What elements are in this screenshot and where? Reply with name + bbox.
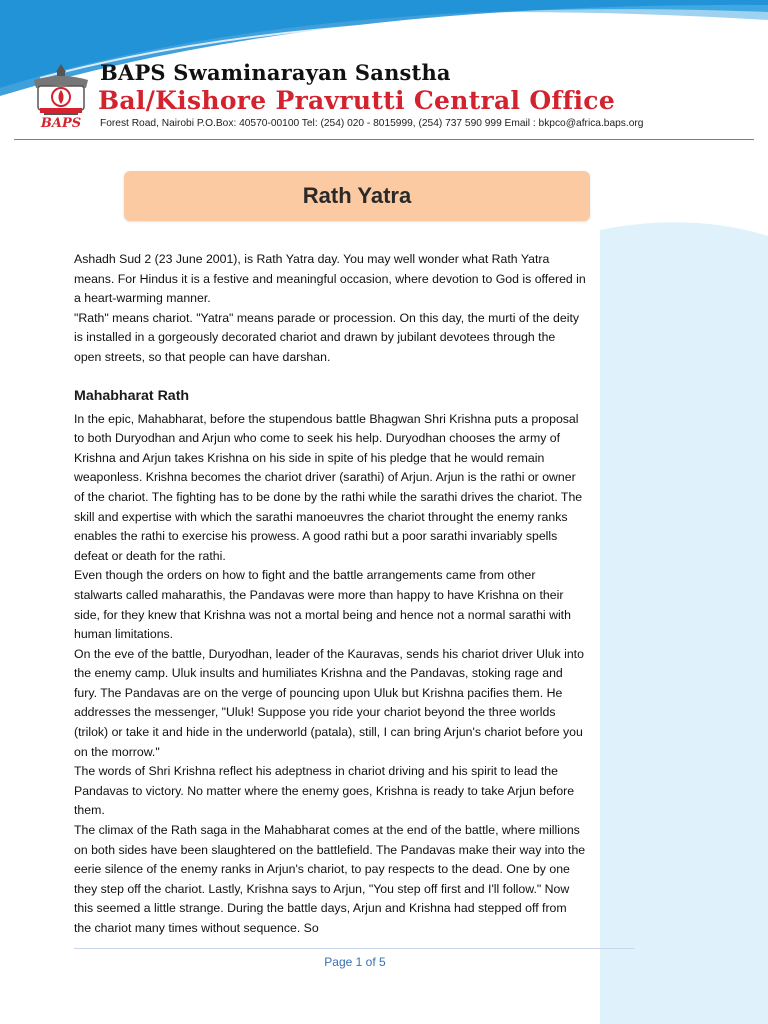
footer-divider	[74, 948, 634, 949]
logo-label: BAPS	[40, 116, 82, 131]
intro-paragraph-2: "Rath" means chariot. "Yatra" means parade or procession. On this day, the murti of the deity is installed in a gorgeously decorated chariot and drawn by jubilant devotees through the open streets, so that people can have darshan.	[74, 310, 580, 364]
contact-address: Forest Road, Nairobi P.O.Box: 40570-00100 Tel: (254) 020 - 8015999, (254) 737 590 999 Email : bkpco@africa.baps.org	[100, 118, 644, 129]
title-banner	[124, 171, 590, 221]
org-name: BAPS Swaminarayan Sanstha	[100, 60, 451, 85]
section-paragraph-5: The climax of the Rath saga in the Mahabharat comes at the end of the battle, where millions on both sides have been slaughtered on the battlefield. The Pandavas make their way into the eerie silence of the enemy ranks in Arjun's chariot, to pay respects to the dead. One by one they step off the chariot. Lastly, Krishna says to Arjun, "You step off first and I'll follow." Now this seemed a little strange. During the battle days, Arjun and Krishna had stepped off from the chariot many times without sequence. So	[74, 823, 586, 935]
page-number: Page 1 of 5	[324, 955, 386, 969]
page-title: Rath Yatra	[302, 183, 412, 208]
intro-paragraph-1: Ashadh Sud 2 (23 June 2001), is Rath Yatra day. You may well wonder what Rath Yatra means. For Hindus it is a festive and meaningful occasion, where devotion to God is offered in a heart-warming manner.	[74, 252, 586, 306]
article-body	[74, 250, 586, 939]
section-paragraph-2: Even though the orders on how to fight and the battle arrangements came from other stalwarts called maharathis, the Pandavas were more than happy to have Krishna on their side, for they knew that Krishna was not a mortal being and hence not a normal sarathi with human limitations.	[74, 568, 571, 642]
section-paragraph-1: In the epic, Mahabharat, before the stupendous battle Bhagwan Shri Krishna puts a proposal to both Duryodhan and Arjun who come to seek his help. Duryodhan chooses the army of Krishna and Arjun takes Krishna on his side in spite of his pledge that he would remain weaponless. Krishna becomes the chariot driver (sarathi) of Arjun. Arjun is the rathi or owner of the chariot. The fighting has to be done by the rathi while the sarathi drives the chariot. The skill and expertise with which the sarathi manoeuvres the chariot throught the enemy ranks enables the rathi to exercise his prowess. A good rathi but a poor sarathi invariably spells defeat or death for the rathi.	[74, 411, 583, 563]
side-panel	[600, 222, 768, 1024]
section-paragraph-3: On the eve of the battle, Duryodhan, leader of the Kauravas, sends his chariot driver Uluk into the enemy camp. Uluk insults and humiliates Krishna and the Pandavas, stoking rage and fury. The Pandavas are on the verge of pouncing upon Uluk but Krishna pacifies them. He addresses the messenger, "Uluk! Suppose you ride your chariot beyond the three worlds (trilok) or take it and hide in the underworld (patala), still, I can bring Arjun's chariot before you on the morrow."	[74, 646, 584, 759]
office-name: Bal/Kishore Pravrutti Central Office	[98, 86, 616, 115]
section-heading: Mahabharat Rath	[74, 387, 190, 404]
baps-emblem-icon	[28, 60, 94, 132]
letterhead	[0, 0, 768, 150]
spacer	[74, 368, 586, 386]
section-paragraph-4: The words of Shri Krishna reflect his adeptness in chariot driving and his spirit to lead the Pandavas to victory. No matter where the enemy goes, Krishna is ready to take Arjun before them.	[74, 764, 575, 818]
header-divider	[14, 139, 754, 140]
